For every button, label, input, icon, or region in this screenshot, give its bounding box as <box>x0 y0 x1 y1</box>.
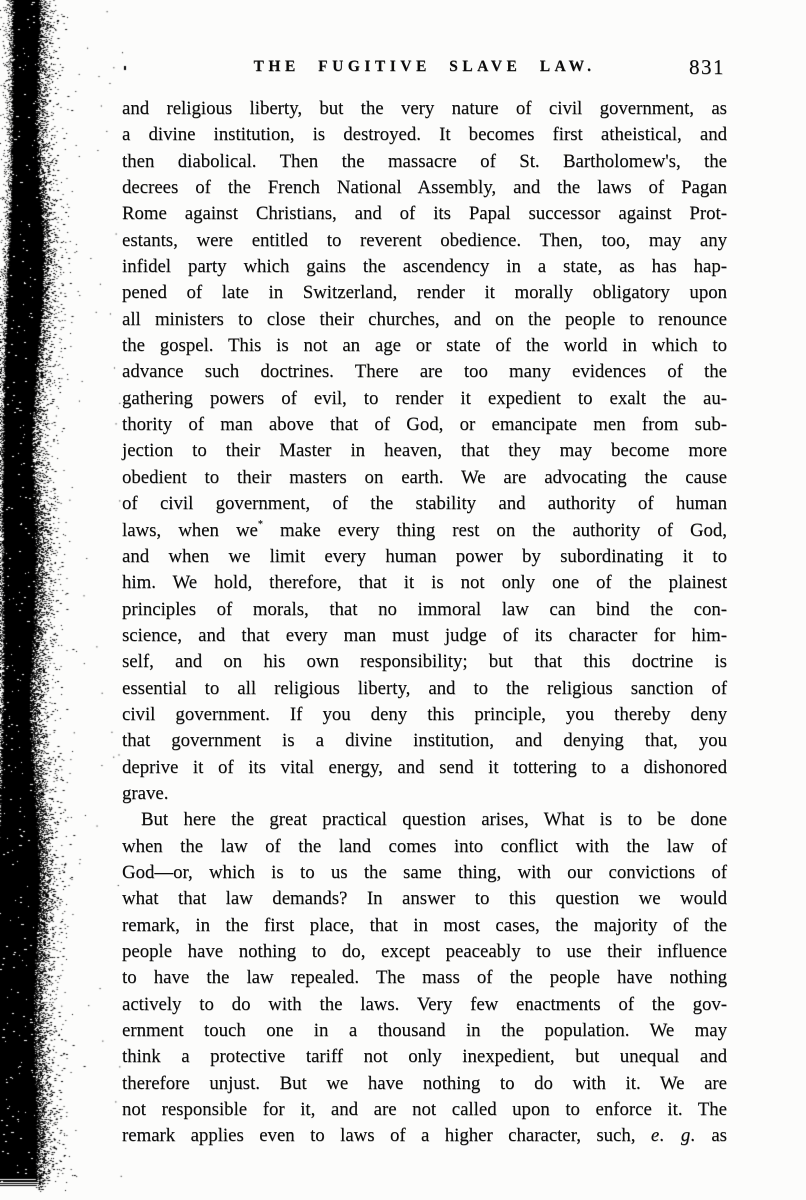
text-line: actively to do with the laws. Very few enactments of the gov- <box>122 993 727 1015</box>
text-line: people have nothing to do, except peaceably to use their influence <box>122 941 727 962</box>
text-line: obedient to their masters on earth. We are advocating the cause <box>122 466 727 488</box>
text-line: that government is a divine institution, and denying that, you <box>122 730 727 752</box>
text-line: and when we limit every human power by subordinating it to <box>122 545 727 567</box>
text-line: estants, were entitled to reverent obedience. Then, too, may any <box>122 229 727 251</box>
text-line: pened of late in Switzerland, render it morally obligatory upon <box>122 282 727 304</box>
scan-gutter-artifact <box>0 0 130 1200</box>
text-line: therefore unjust. But we have nothing to do with it. We are <box>122 1072 727 1094</box>
text-line: decrees of the French National Assembly, and the laws of Pagan <box>122 177 727 199</box>
page-body-text <box>122 96 727 1150</box>
text-line: not responsible for it, and are not called upon to enforce it. The <box>122 1099 727 1121</box>
text-line: what that law demands? In answer to this question we would <box>122 888 727 910</box>
text-line: But here the great practical question arises, What is to be done <box>141 809 727 831</box>
text-line: deprive it of its vital energy, and send it tottering to a dishonored <box>122 756 727 778</box>
text-line: the gospel. This is not an age or state of the world in which to <box>122 335 727 357</box>
text-line: of civil government, of the stability and authority of human <box>122 493 727 515</box>
text-line: remark, in the first place, that in most cases, the majority of the <box>122 914 727 936</box>
text-line: all ministers to close their churches, and on the people to renounce <box>122 308 727 330</box>
text-line: science, and that every man must judge of its character for him- <box>122 624 727 646</box>
page-number: 831 <box>689 55 725 79</box>
text-line: a divine institution, is destroyed. It becomes first atheistical, and <box>122 124 727 146</box>
text-line: God—or, which is to us the same thing, with our convictions of <box>122 861 727 883</box>
running-title: THE FUGITIVE SLAVE LAW. <box>253 58 596 75</box>
text-line: infidel party which gains the ascendency in a state, as has hap- <box>122 256 727 278</box>
text-line: laws, when we* make every thing rest on the authority of God, <box>122 519 727 541</box>
text-line: think a protective tariff not only inexpedient, but unequal and <box>122 1046 727 1068</box>
text-line: to have the law repealed. The mass of the people have nothing <box>122 967 727 989</box>
text-line: him. We hold, therefore, that it is not only one of the plainest <box>122 572 727 594</box>
page-header <box>122 55 727 86</box>
text-line: advance such doctrines. There are too many evidences of the <box>122 361 727 383</box>
text-line: self, and on his own responsibility; but that this doctrine is <box>122 651 727 673</box>
text-line: ernment touch one in a thousand in the population. We may <box>122 1020 727 1042</box>
text-line: jection to their Master in heaven, that they may become more <box>122 440 727 462</box>
text-line: remark applies even to laws of a higher character, such, e. g. as <box>122 1125 727 1147</box>
text-line: Rome against Christians, and of its Papal successor against Prot- <box>122 203 727 225</box>
text-line: gathering powers of evil, to render it expedient to exalt the au- <box>122 387 727 409</box>
text-line: when the law of the land comes into conflict with the law of <box>122 835 727 857</box>
text-line: and religious liberty, but the very nature of civil government, as <box>122 98 727 119</box>
text-line: principles of morals, that no immoral law can bind the con- <box>122 598 727 620</box>
text-line: thority of man above that of God, or emancipate men from sub- <box>122 414 727 436</box>
text-line: civil government. If you deny this principle, you thereby deny <box>122 703 727 725</box>
text-line: then diabolical. Then the massacre of St. Bartholomew's, the <box>122 150 727 172</box>
text-line: essential to all religious liberty, and to the religious sanction of <box>122 677 727 699</box>
text-line: grave. <box>122 782 169 804</box>
